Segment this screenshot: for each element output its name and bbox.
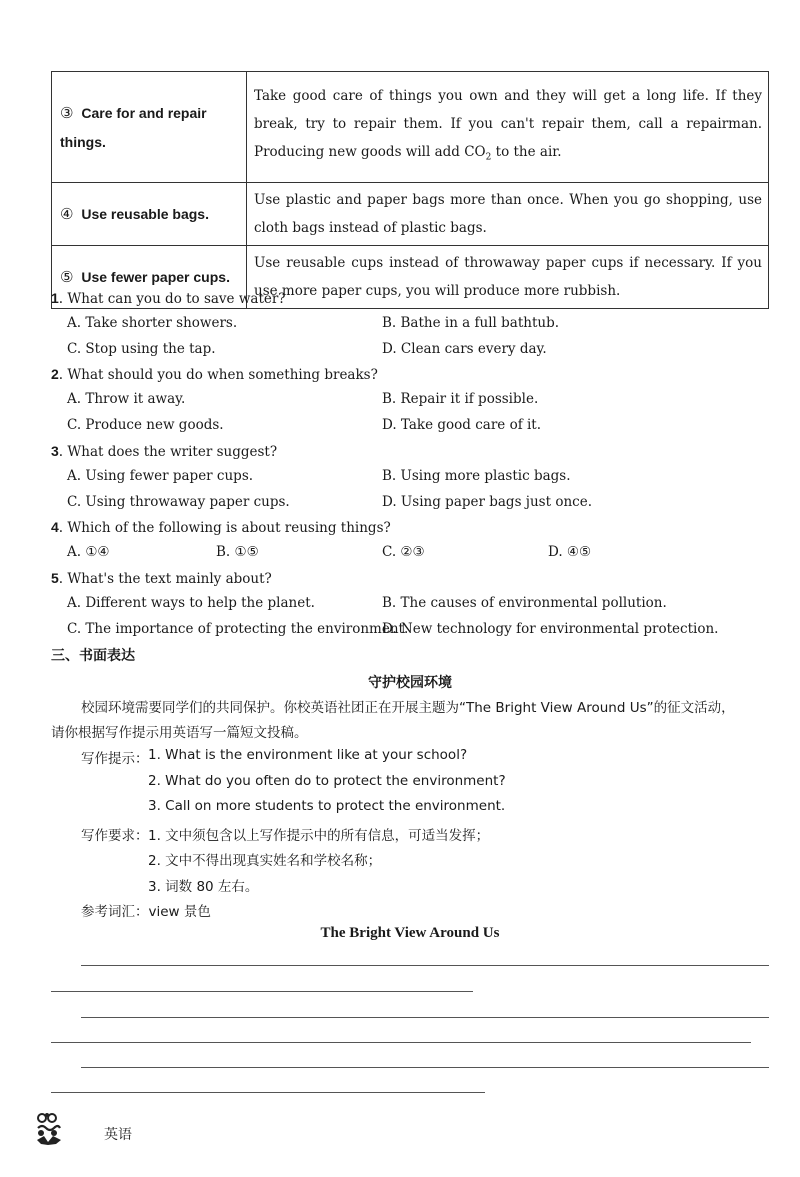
requirement-2: 2. 文中不得出现真实姓名和学校名称； — [148, 853, 382, 869]
option-c[interactable]: C. Produce new goods. — [67, 417, 224, 433]
tip-number: ③ — [60, 104, 74, 122]
prompt-label: 写作提示： — [81, 751, 149, 767]
option-d[interactable]: D. ④⑤ — [548, 544, 592, 560]
writing-line[interactable] — [81, 1017, 769, 1018]
prompt-2: 2. What do you often do to protect the environment? — [148, 773, 506, 789]
question-text: . Which of the following is about reusing things? — [58, 520, 391, 536]
tip-number: ④ — [60, 205, 74, 223]
tip-cell — [52, 72, 247, 183]
tips-table — [51, 71, 769, 309]
intro-line-2: 请你根据写作提示用英语写一篇短文投稿。 — [51, 725, 308, 741]
essay-title: 守护校园环境 — [368, 675, 452, 691]
prompt-3: 3. Call on more students to protect the environment. — [148, 798, 506, 814]
detail-subscript: 2 — [485, 152, 492, 163]
question-2 — [51, 366, 378, 383]
question-number: 2 — [51, 366, 59, 382]
option-b[interactable]: B. Bathe in a full bathtub. — [382, 315, 559, 331]
writing-line[interactable] — [81, 965, 769, 966]
subject-label: 英语 — [104, 1127, 132, 1143]
intro-line-1: 校园环境需要同学们的共同保护。你校英语社团正在开展主题为“The Bright View Around Us”的征文活动， — [81, 700, 735, 716]
tip-text: Use reusable bags. — [81, 205, 209, 222]
question-number: 3 — [51, 443, 59, 459]
option-b[interactable]: B. Using more plastic bags. — [382, 468, 571, 484]
writing-line[interactable] — [51, 1042, 751, 1043]
answer-title: The Bright View Around Us — [320, 925, 500, 941]
option-a[interactable]: A. Throw it away. — [67, 391, 186, 407]
option-a[interactable]: A. ①④ — [67, 544, 110, 560]
question-text: . What can you do to save water? — [58, 291, 286, 307]
requirement-label: 写作要求： — [81, 828, 149, 844]
option-d[interactable]: D. New technology for environmental protection. — [382, 621, 719, 637]
option-a[interactable]: A. Take shorter showers. — [67, 315, 238, 331]
question-4 — [51, 519, 391, 536]
detail-cell — [247, 72, 769, 183]
option-d[interactable]: D. Using paper bags just once. — [382, 494, 592, 510]
detail-cell: Use plastic and paper bags more than once. When you go shopping, use cloth bags instead of plastic bags. — [247, 183, 769, 246]
prompt-1: 1. What is the environment like at your school? — [148, 747, 468, 763]
question-text: . What's the text mainly about? — [58, 571, 272, 587]
question-number: 5 — [51, 570, 59, 586]
option-c[interactable]: C. The importance of protecting the environment. — [67, 621, 409, 637]
writing-line[interactable] — [81, 1067, 769, 1068]
question-text: . What should you do when something breaks? — [58, 367, 378, 383]
option-a[interactable]: A. Different ways to help the planet. — [67, 595, 315, 611]
option-a[interactable]: A. Using fewer paper cups. — [67, 468, 254, 484]
detail-cell: Use reusable cups instead of throwaway paper cups if necessary. If you use more paper cups, you will produce more rubbish. — [247, 246, 769, 309]
writing-line[interactable] — [51, 1092, 485, 1093]
tip-cell — [52, 183, 247, 246]
tip-number: ⑤ — [60, 268, 74, 286]
writing-line[interactable] — [51, 991, 473, 992]
option-c[interactable]: C. ②③ — [382, 544, 425, 560]
table-row — [52, 72, 769, 183]
detail-text-end: to the air. — [491, 144, 562, 161]
requirement-1: 1. 文中须包含以上写作提示中的所有信息，可适当发挥； — [148, 828, 490, 844]
question-3 — [51, 443, 277, 460]
detail-text: Take good care of things you own and they will get a long life. If they break, try to repair them. If you can't repair them, call a repairman. Producing new goods will add CO — [254, 88, 762, 161]
requirement-3: 3. 词数 80 左右。 — [148, 879, 259, 895]
tip-text: Use fewer paper cups. — [81, 268, 230, 285]
question-number: 4 — [51, 519, 59, 535]
section-heading: 三、书面表达 — [51, 648, 135, 664]
question-text: . What does the writer suggest? — [58, 444, 278, 460]
publisher-logo-icon — [34, 1112, 64, 1146]
table-row — [52, 183, 769, 246]
option-b[interactable]: B. ①⑤ — [216, 544, 259, 560]
question-1 — [51, 290, 286, 307]
vocab-hint: 参考词汇：view 景色 — [81, 904, 211, 920]
option-c[interactable]: C. Stop using the tap. — [67, 341, 216, 357]
tip-text: Care for and repair things. — [60, 104, 207, 150]
question-5 — [51, 570, 272, 587]
option-d[interactable]: D. Clean cars every day. — [382, 341, 547, 357]
option-b[interactable]: B. Repair it if possible. — [382, 391, 539, 407]
option-c[interactable]: C. Using throwaway paper cups. — [67, 494, 290, 510]
option-b[interactable]: B. The causes of environmental pollution. — [382, 595, 667, 611]
option-d[interactable]: D. Take good care of it. — [382, 417, 542, 433]
question-number: 1 — [51, 290, 59, 306]
